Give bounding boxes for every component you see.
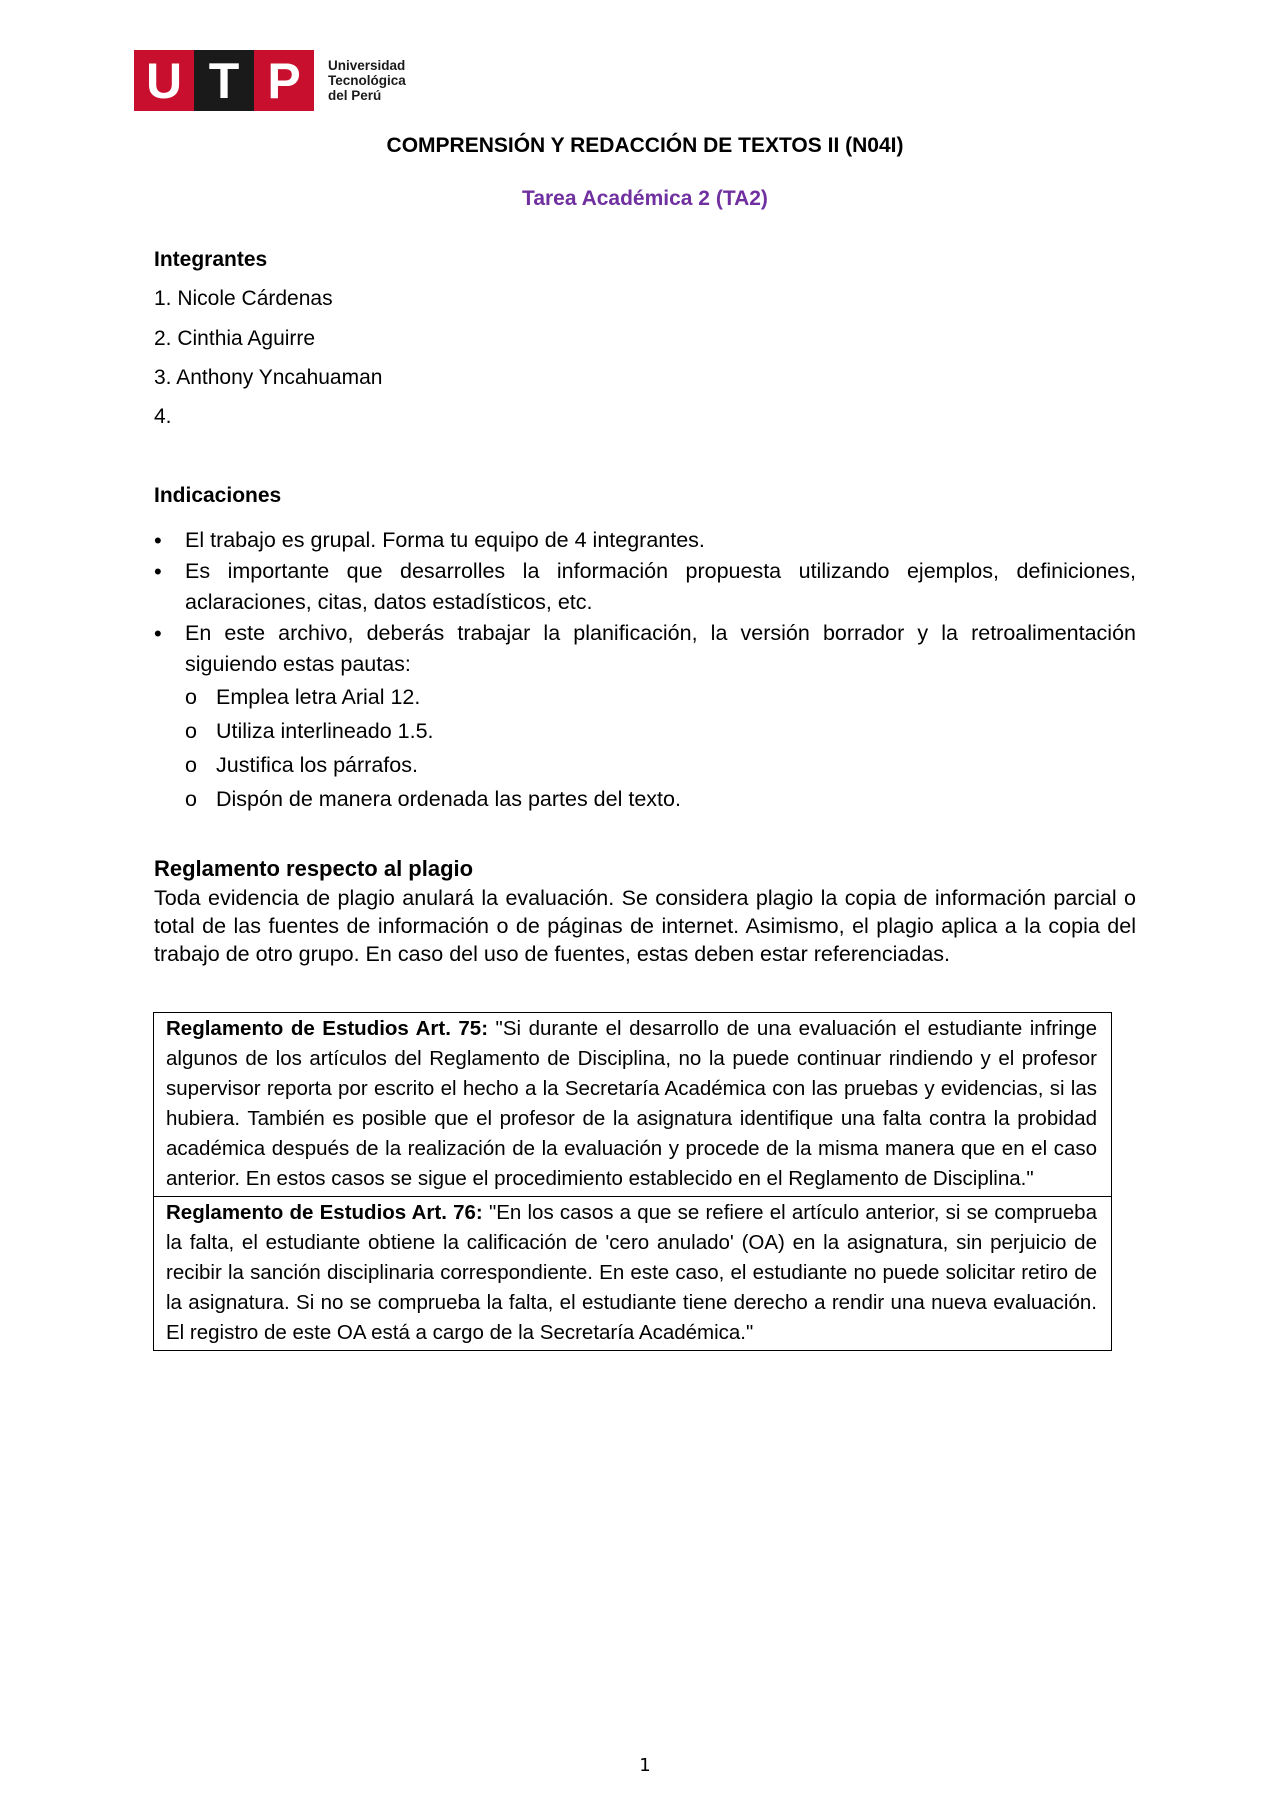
reglamento-table bbox=[153, 1012, 1112, 1351]
sub-item-text: Dispón de manera ordenada las partes del texto. bbox=[216, 787, 681, 811]
list-item bbox=[154, 525, 1136, 556]
logo-letter-u: U bbox=[134, 50, 194, 111]
logo-text-line: del Perú bbox=[328, 88, 382, 103]
sub-item-text: Utiliza interlineado 1.5. bbox=[216, 719, 434, 743]
sub-bullet-glyph: o bbox=[185, 787, 197, 811]
bullet-glyph: • bbox=[154, 559, 162, 584]
article-text: "Si durante el desarrollo de una evaluación el estudiante infringe algunos de los artículos del Reglamento de Disciplina, no la puede continuar rindiendo y el profesor supervisor reporta por escrito el hecho a la Secretaría Académica con las pruebas y evidencias, si las hubiera. También es posible que el profesor de la asignatura identifique una falta contra la probidad académica después de la realización de la evaluación y procede de la misma manera que en el caso anterior. En estos casos se sigue el procedimiento establecido en el Reglamento de Disciplina." bbox=[166, 1017, 1097, 1190]
course-title: COMPRENSIÓN Y REDACCIÓN DE TEXTOS II (N04I) bbox=[386, 134, 904, 157]
task-title: Tarea Académica 2 (TA2) bbox=[522, 187, 768, 210]
logo-letter-p: P bbox=[254, 50, 314, 111]
plagio-heading: Reglamento respecto al plagio bbox=[154, 856, 474, 881]
sub-bullet-glyph: o bbox=[185, 685, 197, 709]
member-item: 4. bbox=[154, 405, 172, 428]
utp-logo bbox=[134, 50, 406, 111]
sub-list-item bbox=[154, 714, 1136, 748]
article-label: Reglamento de Estudios Art. 76: bbox=[166, 1201, 483, 1224]
bullet-text: El trabajo es grupal. Forma tu equipo de 4 integrantes. bbox=[185, 528, 705, 552]
logo-letter-t: T bbox=[194, 50, 254, 111]
list-item bbox=[154, 618, 1136, 680]
bullet-glyph: • bbox=[154, 528, 162, 553]
indicaciones-heading: Indicaciones bbox=[154, 484, 282, 507]
article-label: Reglamento de Estudios Art. 75: bbox=[166, 1017, 489, 1040]
sub-bullet-glyph: o bbox=[185, 719, 197, 743]
logo-text-line: Tecnológica bbox=[328, 73, 406, 88]
sub-item-text: Emplea letra Arial 12. bbox=[216, 685, 421, 709]
indicaciones-list bbox=[154, 525, 1136, 816]
list-item bbox=[154, 556, 1136, 618]
page-number: 1 bbox=[639, 1755, 651, 1776]
plagio-paragraph: Toda evidencia de plagio anulará la evaluación. Se considera plagio la copia de información parcial o total de las fuentes de información o de páginas de internet. Asimismo, el plagio aplica a la copia del trabajo de otro grupo. En caso del uso de fuentes, estas deben estar referenciadas. bbox=[154, 886, 1136, 966]
member-item: 1. Nicole Cárdenas bbox=[154, 287, 333, 310]
sub-bullet-glyph: o bbox=[185, 753, 197, 777]
bullet-glyph: • bbox=[154, 621, 162, 646]
member-item: 2. Cinthia Aguirre bbox=[154, 327, 316, 350]
bullet-text: Es importante que desarrolles la información propuesta utilizando ejemplos, definiciones, aclaraciones, citas, datos estadísticos, etc. bbox=[185, 559, 1136, 614]
logo-university-name bbox=[328, 58, 406, 103]
integrantes-heading: Integrantes bbox=[154, 248, 268, 271]
member-item: 3. Anthony Yncahuaman bbox=[154, 366, 383, 389]
sub-list-item bbox=[154, 748, 1136, 782]
logo-letters bbox=[134, 50, 314, 111]
reglamento-article-76 bbox=[154, 1196, 1111, 1350]
logo-text-line: Universidad bbox=[328, 58, 406, 73]
sub-item-text: Justifica los párrafos. bbox=[216, 753, 418, 777]
article-text: "En los casos a que se refiere el artículo anterior, si se comprueba la falta, el estudiante obtiene la calificación de 'cero anulado' (OA) en la asignatura, sin perjuicio de recibir la sanción disciplinaria correspondiente. En este caso, el estudiante no puede solicitar retiro de la asignatura. Si no se comprueba la falta, el estudiante tiene derecho a rendir una nueva evaluación. El registro de este OA está a cargo de la Secretaría Académica." bbox=[166, 1201, 1097, 1344]
reglamento-article-75 bbox=[154, 1013, 1111, 1196]
sub-list-item bbox=[154, 680, 1136, 714]
sub-list-item bbox=[154, 782, 1136, 816]
bullet-text: En este archivo, deberás trabajar la planificación, la versión borrador y la retroalimentación siguiendo estas pautas: bbox=[185, 621, 1136, 676]
